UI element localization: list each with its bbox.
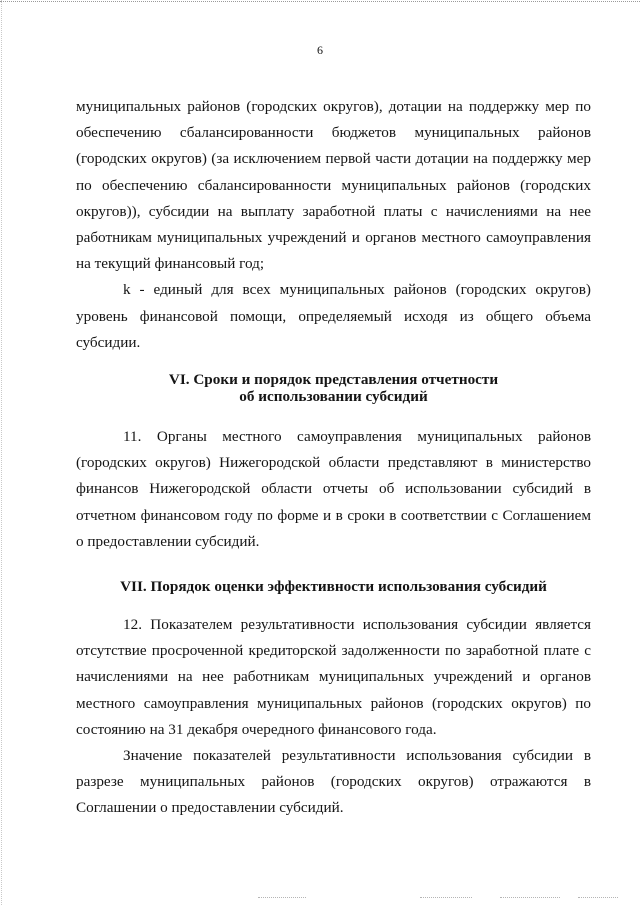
paragraph-k-definition: k - единый для всех муниципальных районов (городских округов) уровень финансовой помощи, определяемый исходя из общего объема субсидии. — [76, 281, 591, 351]
scan-top-edge — [0, 1, 640, 2]
section-heading-vi — [76, 371, 591, 405]
paragraph-12-values: Значение показателей результативности использования субсидии в разрезе муниципальных районов (городских округов) отражаются в Соглашении о предоставлении субсидий. — [76, 747, 591, 817]
scan-speck — [420, 897, 472, 898]
section-heading-vi-line1: VI. Сроки и порядок представления отчетности — [168, 371, 499, 389]
page-number: 6 — [317, 43, 323, 57]
paragraph-11: 11. Органы местного самоуправления муниципальных районов (городских округов) Нижегородской области представляют в министерство финансов Нижегородской области отчеты об использовании субсидий в отчетном финансовом году по форме и в сроки в соответствии с Соглашением о предоставлении субсидий. — [76, 428, 591, 550]
scan-speck — [500, 897, 560, 898]
section-heading-vi-line2: об использовании субсидий — [239, 388, 428, 406]
paragraph-continuation: муниципальных районов (городских округов), дотации на поддержку мер по обеспечению сбалансированности бюджетов муниципальных районов (городских округов) (за исключением первой части дотации на поддержку мер по обеспечению сбалансированности муниципальных районов (городских округов)), субсидии на выплату заработной платы с начислениями на нее работникам муниципальных учреждений и органов местного самоуправления на текущий финансовый год; — [76, 98, 591, 273]
scan-left-edge — [1, 0, 2, 905]
scan-speck — [258, 897, 306, 898]
document-body — [76, 94, 591, 822]
scan-speck — [578, 897, 618, 898]
section-heading-vii: VII. Порядок оценки эффективности использования субсидий — [120, 578, 547, 596]
paragraph-12: 12. Показателем результативности использования субсидии является отсутствие просроченной кредиторской задолженности по заработной плате с начислениями на нее работникам муниципальных учреждений и органов местного самоуправления муниципальных районов (городских округов) по состоянию на 31 декабря очередного финансового года. — [76, 616, 591, 738]
